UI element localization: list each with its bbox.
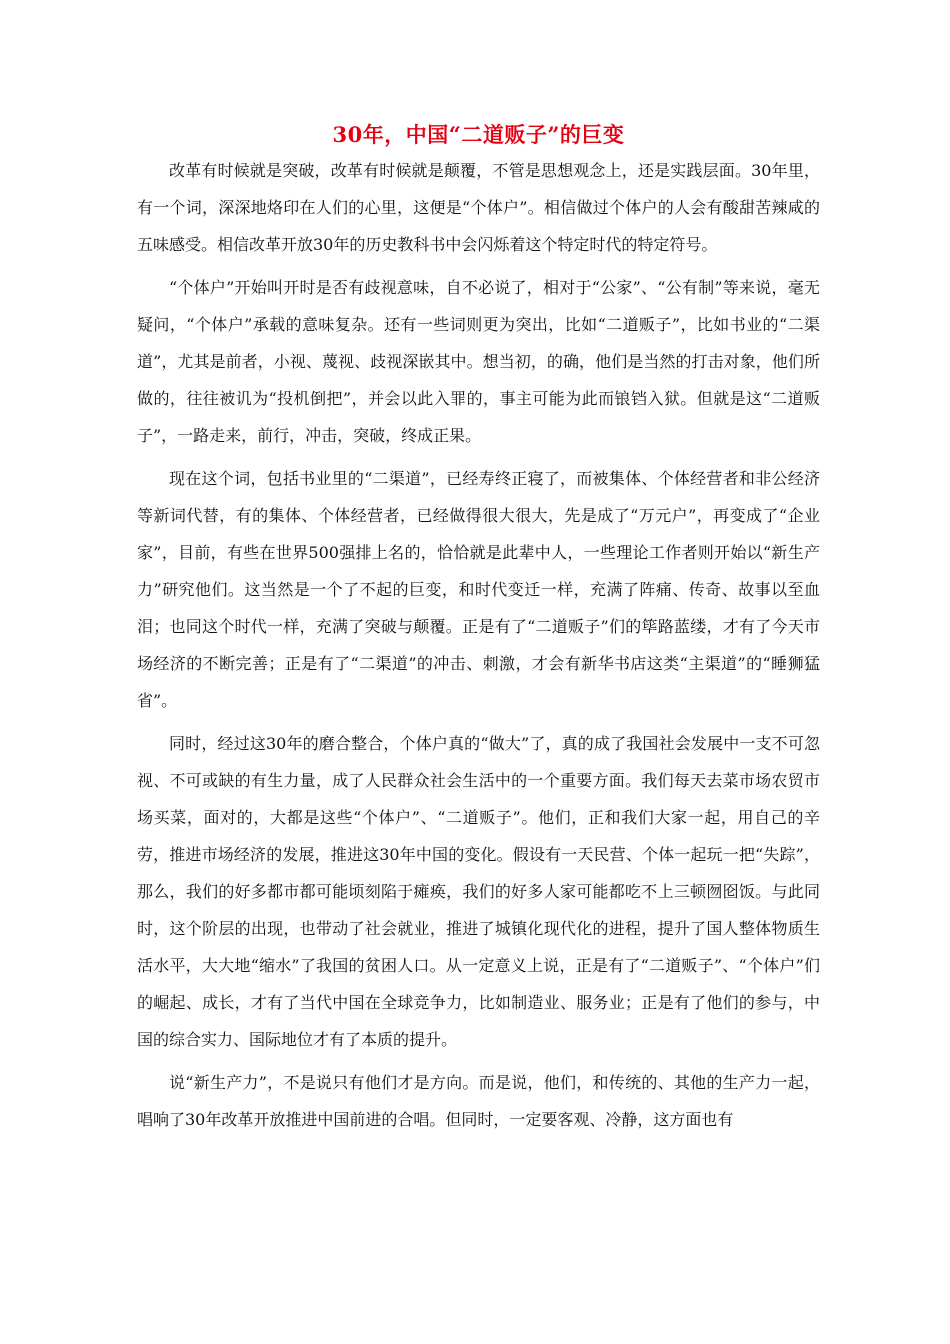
paragraph-1: 改革有时候就是突破，改革有时候就是颠覆，不管是思想观念上，还是实践层面。30年里，有一个词，深深地烙印在人们的心里，这便是“个体户”。相信做过个体户的人会有酸甜苦辣咸的五味感受。相信改革开放30年的历史教科书中会闪烁着这个特定时代的特定符号。: [137, 161, 820, 254]
paragraph-5: 说“新生产力”，不是说只有他们才是方向。而是说，他们，和传统的、其他的生产力一起，唱响了30年改革开放推进中国前进的合唱。但同时，一定要客观、冷静，这方面也有: [137, 1073, 820, 1129]
paragraph-2: “个体户”开始叫开时是否有歧视意味，自不必说了，相对于“公家”、“公有制”等来说，毫无疑问，“个体户”承载的意味复杂。还有一些词则更为突出，比如“二道贩子”，比如书业的“二渠道”，尤其是前者，小视、蔑视、歧视深嵌其中。想当初，的确，他们是当然的打击对象，他们所做的，往往被讥为“投机倒把”，并会以此入罪的，事主可能为此而锒铛入狱。但就是这“二道贩子”，一路走来，前行，冲击，突破，终成正果。: [137, 278, 820, 445]
paragraph-4: 同时，经过这30年的磨合整合，个体户真的“做大”了，真的成了我国社会发展中一支不可忽视、不可或缺的有生力量，成了人民群众社会生活中的一个重要方面。我们每天去菜市场农贸市场买菜，面对的，大都是这些“个体户”、“二道贩子”。他们，正和我们大家一起，用自己的辛劳，推进市场经济的发展，推进这30年中国的变化。假设有一天民营、个体一起玩一把“失踪”，那么，我们的好多都市都可能顷刻陷于瘫痪，我们的好多人家可能都吃不上三顿囫囵饭。与此同时，这个阶层的出现，也带动了社会就业，推进了城镇化现代化的进程，提升了国人整体物质生活水平，大大地“缩水”了我国的贫困人口。从一定意义上说，正是有了“二道贩子”、“个体户”们的崛起、成长，才有了当代中国在全球竞争力，比如制造业、服务业；正是有了他们的参与，中国的综合实力、国际地位才有了本质的提升。: [137, 734, 820, 1049]
article-title: 30年，中国“二道贩子”的巨变: [332, 122, 625, 147]
paragraph-3: 现在这个词，包括书业里的“二渠道”，已经寿终正寝了，而被集体、个体经营者和非公经济等新词代替，有的集体、个体经营者，已经做得很大很大，先是成了“万元户”，再变成了“企业家”，目前，有些在世界500强排上名的，恰恰就是此辈中人，一些理论工作者则开始以“新生产力”研究他们。这当然是一个了不起的巨变，和时代变迁一样，充满了阵痛、传奇、故事以至血泪；也同这个时代一样，充满了突破与颠覆。正是有了“二道贩子”们的筚路蓝缕，才有了今天市场经济的不断完善；正是有了“二渠道”的冲击、刺激，才会有新华书店这类“主渠道”的“睡狮猛省”。: [137, 469, 820, 710]
article-body: [137, 120, 820, 1144]
